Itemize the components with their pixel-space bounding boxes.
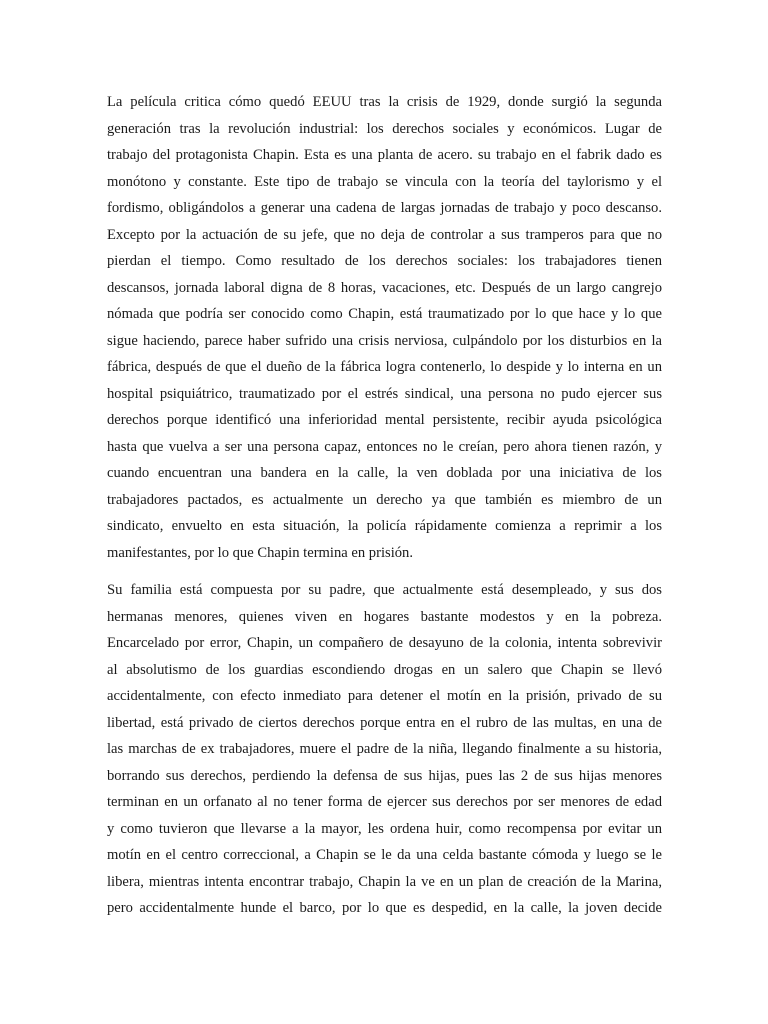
text-line: motín en el centro correccional, a Chapin se le da una celda bastante cómoda y luego se le bbox=[107, 847, 662, 863]
text-line: pero accidentalmente hunde el barco, por lo que es despedid, en la calle, la joven decide bbox=[107, 900, 662, 916]
document-body bbox=[107, 89, 662, 922]
text-line: fordismo, obligándolos a generar una cadena de largas jornadas de trabajo y poco descanso. bbox=[107, 200, 662, 216]
text-line: accidentalmente, con efecto inmediato para detener el motín en la prisión, privado de su bbox=[107, 688, 662, 704]
text-line: trabajadores pactados, es actualmente un derecho ya que también es miembro de un bbox=[107, 491, 662, 508]
text-line: derechos porque identificó una inferioridad mental persistente, recibir ayuda psicológica bbox=[107, 412, 662, 428]
text-line: manifestantes, por lo que Chapin termina en prisión. bbox=[107, 544, 413, 561]
paragraph-1 bbox=[107, 89, 662, 566]
text-line: trabajo del protagonista Chapin. Esta es una planta de acero. su trabajo en el fabrik dado es bbox=[107, 147, 662, 163]
paragraph-2 bbox=[107, 577, 662, 922]
text-line: nómada que podría ser conocido como Chapin, está traumatizado por lo que hace y lo que bbox=[107, 306, 662, 322]
text-line: Su familia está compuesta por su padre, que actualmente está desempleado, y sus dos bbox=[107, 582, 662, 598]
text-line: Excepto por la actuación de su jefe, que no deja de controlar a sus tramperos para que no bbox=[107, 226, 662, 243]
text-line: hermanas menores, quienes viven en hogares bastante modestos y en la pobreza. bbox=[107, 608, 662, 625]
text-line: las marchas de ex trabajadores, muere el padre de la niña, llegando finalmente a su historia, bbox=[107, 741, 662, 757]
text-line: Encarcelado por error, Chapin, un compañero de desayuno de la colonia, intenta sobrevivir bbox=[107, 635, 662, 651]
text-line: libertad, está privado de ciertos derechos porque entra en el rubro de las multas, en una de bbox=[107, 714, 662, 731]
text-line: sigue haciendo, parece haber sufrido una crisis nerviosa, culpándolo por los disturbios en la bbox=[107, 332, 662, 349]
text-line: sindicato, envuelto en esta situación, la policía rápidamente comienza a reprimir a los bbox=[107, 518, 662, 534]
text-line: hasta que vuelva a ser una persona capaz, entonces no le creían, pero ahora tienen razón, y bbox=[107, 438, 662, 455]
text-line: al absolutismo de los guardias escondiendo drogas en un salero que Chapin se llevó bbox=[107, 661, 662, 678]
text-line: libera, mientras intenta encontrar trabajo, Chapin la ve en un plan de creación de la Marina, bbox=[107, 873, 662, 890]
text-line: descansos, jornada laboral digna de 8 horas, vacaciones, etc. Después de un largo cangrejo bbox=[107, 279, 662, 296]
text-line: La película critica cómo quedó EEUU tras la crisis de 1929, donde surgió la segunda bbox=[107, 94, 662, 110]
text-line: pierdan el tiempo. Como resultado de los derechos sociales: los trabajadores tienen bbox=[107, 253, 662, 269]
text-line: y como tuvieron que llevarse a la mayor, les ordena huir, como recompensa por evitar un bbox=[107, 820, 662, 837]
text-line: monótono y constante. Este tipo de trabajo se vincula con la teoría del taylorismo y el bbox=[107, 173, 662, 190]
text-line: terminan en un orfanato al no tener forma de ejercer sus derechos por ser menores de edad bbox=[107, 794, 662, 810]
text-line: hospital psiquiátrico, traumatizado por el estrés sindical, una persona no pudo ejercer sus bbox=[107, 385, 662, 402]
text-line: borrando sus derechos, perdiendo la defensa de sus hijas, pues las 2 de sus hijas menores bbox=[107, 767, 662, 784]
text-line: fábrica, después de que el dueño de la fábrica logra contenerlo, lo despide y lo interna en un bbox=[107, 359, 662, 375]
text-line: generación tras la revolución industrial: los derechos sociales y económicos. Lugar de bbox=[107, 120, 662, 137]
text-line: cuando encuentran una bandera en la calle, la ven doblada por una iniciativa de los bbox=[107, 465, 662, 481]
